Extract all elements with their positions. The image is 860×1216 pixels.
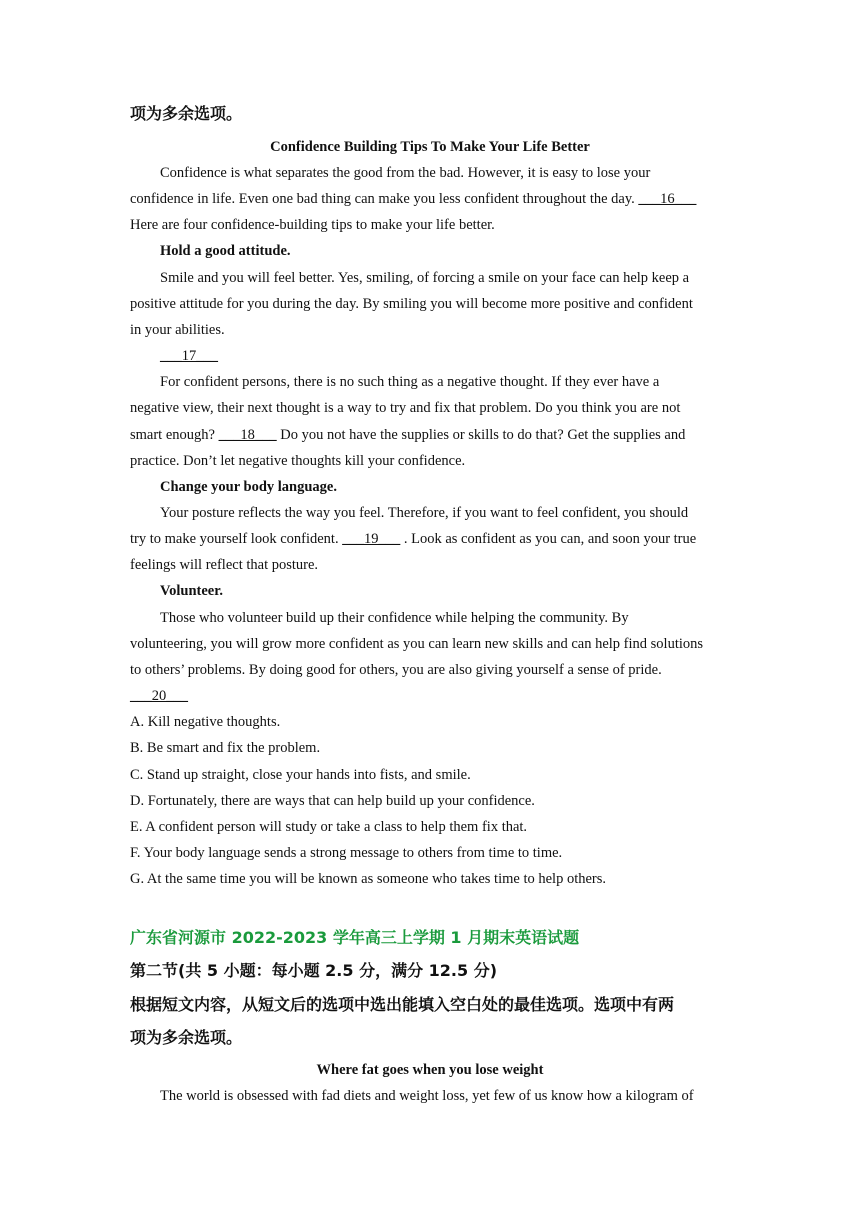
paragraph-line: volunteering, you will grow more confident as you can learn new skills and can help find solutions bbox=[130, 636, 704, 652]
blank-20: ___20___ bbox=[130, 688, 188, 704]
paragraph-text: confidence in life. Even one bad thing can make you less confident throughout the day. bbox=[130, 191, 635, 207]
paragraph-line: practice. Don’t let negative thoughts kill your confidence. bbox=[130, 453, 466, 469]
paragraph-line: Here are four confidence-building tips to make your life better. bbox=[130, 217, 495, 233]
paragraph-line: Confidence is what separates the good from the bad. However, it is easy to lose your bbox=[160, 165, 651, 181]
paragraph-line: negative view, their next thought is a way to try and fix that problem. Do you think you are not bbox=[130, 400, 681, 416]
paragraph-line bbox=[130, 425, 685, 445]
section-instruction: 根据短文内容，从短文后的选项中选出能填入空白处的最佳选项。选项中有两 bbox=[130, 995, 675, 1014]
blank-16: ___16___ bbox=[638, 191, 697, 207]
option-a: A. Kill negative thoughts. bbox=[130, 714, 281, 730]
passage-title: Confidence Building Tips To Make Your Life Better bbox=[270, 139, 590, 155]
paragraph-line: Those who volunteer build up their confidence while helping the community. By bbox=[160, 610, 629, 626]
paragraph-text: Do you not have the supplies or skills to do that? Get the supplies and bbox=[280, 427, 686, 443]
subheading-attitude: Hold a good attitude. bbox=[160, 243, 291, 259]
blank-18: ___18___ bbox=[218, 427, 277, 443]
paragraph-line: The world is obsessed with fad diets and weight loss, yet few of us know how a kilogram of bbox=[160, 1088, 694, 1104]
paragraph-line: positive attitude for you during the day. By smiling you will become more positive and confident bbox=[130, 296, 693, 312]
paragraph-line: in your abilities. bbox=[130, 322, 225, 338]
passage2-title: Where fat goes when you lose weight bbox=[316, 1062, 544, 1078]
paragraph-line bbox=[130, 189, 696, 209]
paragraph-line: Smile and you will feel better. Yes, smiling, of forcing a smile on your face can help keep a bbox=[160, 270, 690, 286]
option-e: E. A confident person will study or take a class to help them fix that. bbox=[130, 819, 528, 835]
section-instruction: 项为多余选项。 bbox=[130, 1028, 243, 1047]
paragraph-line: feelings will reflect that posture. bbox=[130, 557, 319, 573]
paragraph-line: For confident persons, there is no such thing as a negative thought. If they ever have a bbox=[160, 374, 660, 390]
subheading-volunteer: Volunteer. bbox=[160, 583, 223, 599]
paragraph-text: try to make yourself look confident. bbox=[130, 531, 339, 547]
blank-19: ___19___ bbox=[342, 531, 401, 547]
option-g: G. At the same time you will be known as someone who takes time to help others. bbox=[130, 871, 607, 887]
subheading-body-language: Change your body language. bbox=[160, 479, 337, 495]
paragraph-line: Your posture reflects the way you feel. Therefore, if you want to feel confident, you should bbox=[160, 505, 689, 521]
paragraph-line bbox=[130, 529, 696, 549]
section-heading: 第二节(共 5 小题：每小题 2.5 分，满分 12.5 分) bbox=[130, 961, 498, 980]
option-d: D. Fortunately, there are ways that can help build up your confidence. bbox=[130, 793, 535, 809]
option-b: B. Be smart and fix the problem. bbox=[130, 740, 321, 756]
blank-17: ___17___ bbox=[160, 348, 218, 364]
paragraph-text: smart enough? bbox=[130, 427, 215, 443]
paragraph-text: . Look as confident as you can, and soon your true bbox=[403, 531, 697, 547]
option-f: F. Your body language sends a strong message to others from time to time. bbox=[130, 845, 563, 861]
exam-source: 广东省河源市 2022-2023 学年高三上学期 1 月期末英语试题 bbox=[130, 928, 580, 947]
instruction-tail: 项为多余选项。 bbox=[130, 104, 243, 123]
option-c: C. Stand up straight, close your hands into fists, and smile. bbox=[130, 767, 471, 783]
paragraph-line: to others’ problems. By doing good for others, you are also giving yourself a sense of pride. bbox=[130, 662, 662, 678]
